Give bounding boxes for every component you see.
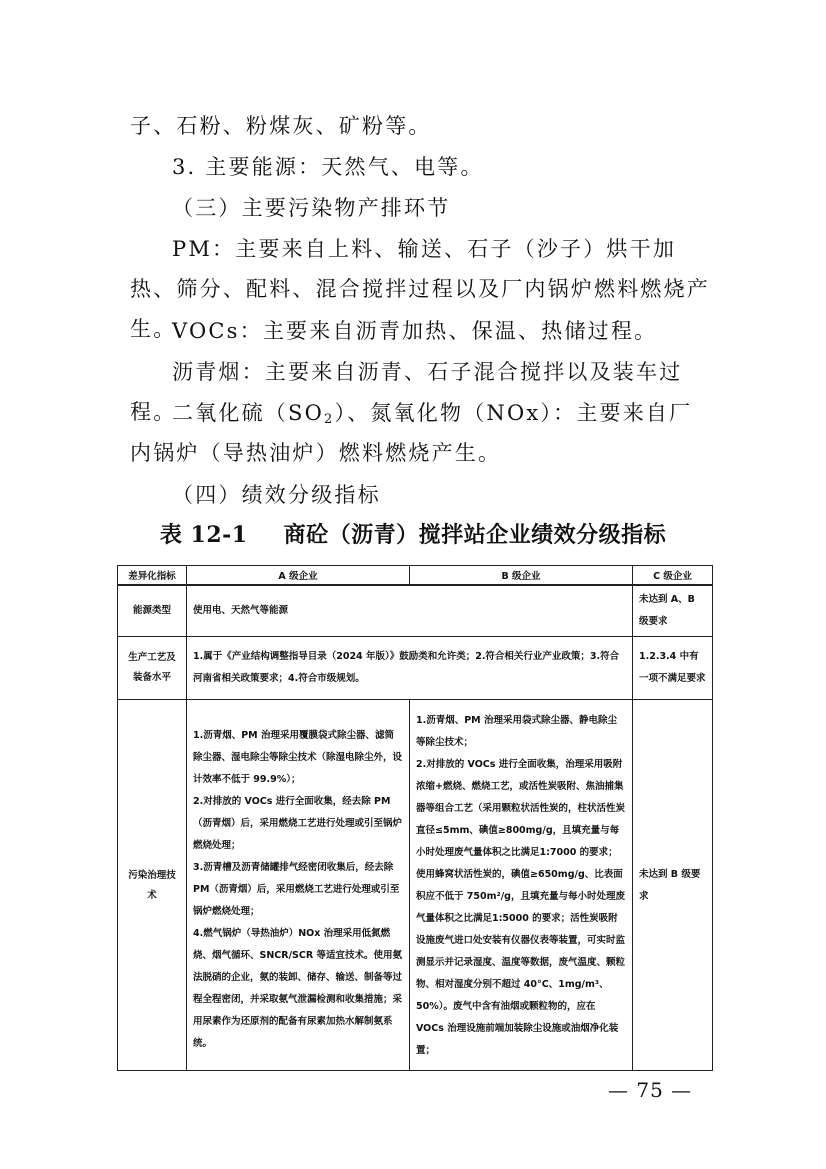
so2-nox-paragraph xyxy=(130,393,710,473)
pollution-label: 污染治理技术 xyxy=(118,700,187,1071)
table-row-pollution xyxy=(118,700,713,1071)
process-ab-requirement: 1.属于《产业结构调整指导目录（2024 年版）》鼓励类和允许类；2.符合相关行业产业政策；3.符合河南省相关政策要求；4.符合市级规划。 xyxy=(187,637,633,700)
so2-prefix: 二氧化硫（SO xyxy=(172,401,325,425)
header-a-grade: A 级企业 xyxy=(187,566,410,586)
table-title xyxy=(0,517,826,553)
table-row-process xyxy=(118,637,713,700)
process-c-requirement: 1.2.3.4 中有一项不满足要求 xyxy=(633,637,713,700)
pollution-a-requirement xyxy=(187,700,410,1071)
pollution-b-requirement xyxy=(410,700,633,1071)
pollution-a-item: 1.沥青烟、PM 治理采用覆膜袋式除尘器、滤筒除尘器、湿电除尘等除尘技术（除湿电除尘外，设计效率不低于 99.9%）； xyxy=(193,730,403,785)
pollution-c-requirement: 未达到 B 级要求 xyxy=(633,700,713,1071)
table-number: 表 12-1 xyxy=(159,522,248,548)
table-row-energy xyxy=(118,585,713,637)
energy-c-requirement: 未达到 A、B 级要求 xyxy=(633,585,713,637)
so2-subscript: 2 xyxy=(324,412,335,427)
process-label: 生产工艺及装备水平 xyxy=(118,637,187,700)
so2-suffix: ）、氮氧化物（NOx）：主要来自厂内锅炉（导热油炉）燃料燃烧产生。 xyxy=(130,401,693,465)
section4-heading: （四）绩效分级指标 xyxy=(172,483,381,507)
pollution-a-item: 2.对排放的 VOCs 进行全面收集，经去除 PM（沥青烟）后，采用燃烧工艺进行处理或引至锅炉燃烧处理； xyxy=(193,796,403,851)
pollution-a-item: 4.燃气锅炉（导热油炉）NOx 治理采用低氮燃烧、烟气循环、SNCR/SCR 等适宜技术。使用氨法脱硝的企业，氨的装卸、储存、输送、制备等过程全程密闭，并采取氨气泄漏检测和收集措施；采用尿素作为还原剂的配备有尿素加热水解制氨系统。 xyxy=(193,928,403,1049)
pm-paragraph: PM：主要来自上料、输送、石子（沙子）烘干加热、筛分、配料、混合搅拌过程以及厂内锅炉燃料燃烧产生。 xyxy=(130,237,710,341)
section3-heading: （三）主要污染物产排环节 xyxy=(172,196,451,220)
pollution-b-item: 2.对排放的 VOCs 进行全面收集，治理采用吸附浓缩+燃烧、燃烧工艺，或活性炭吸附、焦油捕集器等组合工艺（采用颗粒状活性炭的，柱状活性炭直径≤5mm、碘值≥800mg/g，且填充量与每小时处理废气量体积之比满足1:7000 的要求；使用蜂窝状活性炭的，碘值≥650mg/g、比表面积应不低于 750m²/g，且填充量与每小时处理废气量体积之比满足1:5000 的要求；活性炭吸附设施废气进口处安装有仪器仪表等装置，可实时监测显示并记录湿度、温度等数据，废气温度、颗粒物、相对湿度分别不超过 40°C、1mg/m³、50%）。废气中含有油烟或颗粒物的，应在 VOCs 治理设施前端加装除尘设施或油烟净化装置； xyxy=(416,759,626,1056)
asphalt-fume-paragraph: 沥青烟：主要来自沥青、石子混合搅拌以及装车过程。 xyxy=(130,360,683,424)
energy-paragraph: 3. 主要能源：天然气、电等。 xyxy=(172,155,484,179)
vocs-paragraph: VOCs：主要来自沥青加热、保温、热储过程。 xyxy=(172,319,658,343)
performance-grading-table xyxy=(117,565,713,1071)
header-c-grade: C 级企业 xyxy=(633,566,713,586)
table-title-text: 商砼（沥青）搅拌站企业绩效分级指标 xyxy=(283,522,667,548)
pollution-b-item: 1.沥青烟、PM 治理采用袋式除尘器、静电除尘等除尘技术； xyxy=(416,715,617,748)
header-b-grade: B 级企业 xyxy=(410,566,633,586)
continuation-paragraph: 子、石粉、粉煤灰、矿粉等。 xyxy=(130,114,432,138)
page-number: — 75 — xyxy=(608,1078,693,1102)
pollution-a-item: 3.沥青槽及沥青储罐排气经密闭收集后，经去除 PM（沥青烟）后，采用燃烧工艺进行处理或引至锅炉燃烧处理； xyxy=(193,862,400,917)
energy-ab-requirement: 使用电、天然气等能源 xyxy=(187,585,633,637)
energy-label: 能源类型 xyxy=(118,585,187,637)
header-indicator: 差异化指标 xyxy=(118,566,187,586)
table-header-row xyxy=(118,566,713,586)
